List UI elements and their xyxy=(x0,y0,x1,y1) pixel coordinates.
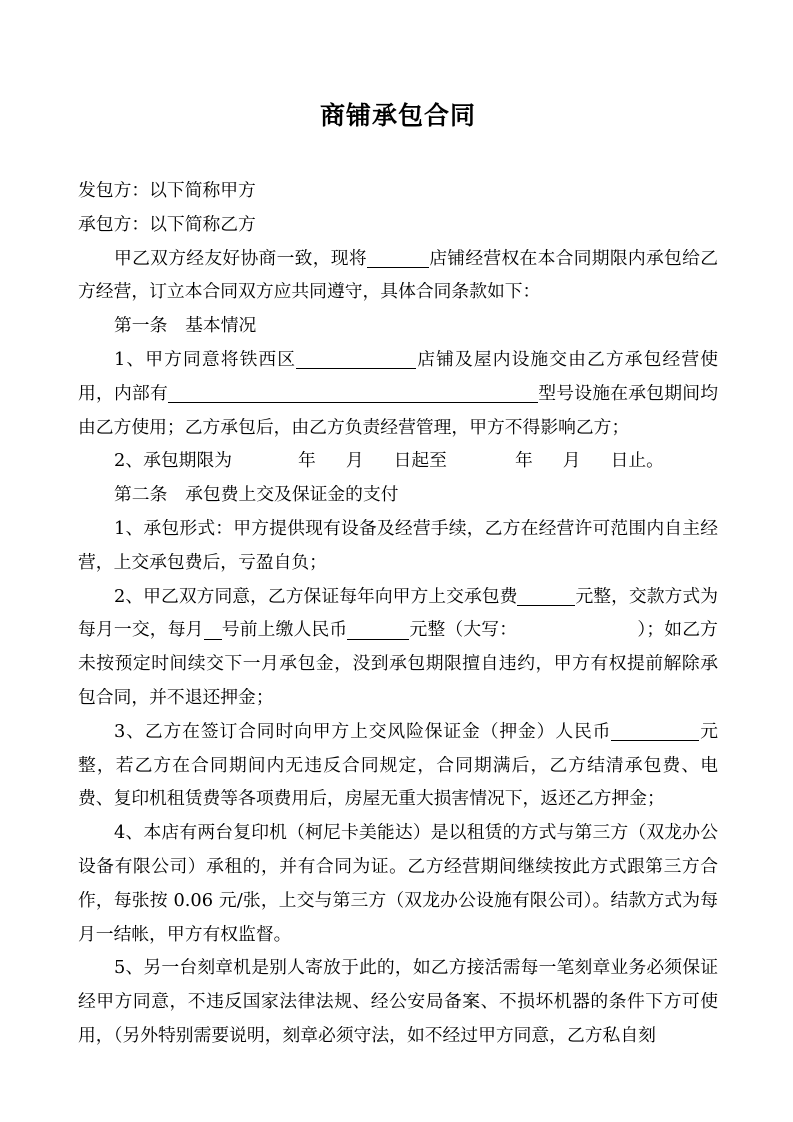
day-label: 日止。 xyxy=(610,450,664,472)
district-address-blank xyxy=(296,350,416,370)
monthly-amount-blank xyxy=(347,620,409,640)
article-1-clause-1 xyxy=(78,343,718,444)
clause-text: 元整，交款方式为每月一交，每月 xyxy=(78,585,718,641)
year-label: 年 xyxy=(298,450,316,472)
article-1-heading: 第一条 基本情况 xyxy=(114,315,257,337)
article-2-clause-1: 1、承包形式：甲方提供现有设备及经营手续，乙方在经营许可范围内自主经营，上交承包费后，亏盈自负； xyxy=(78,517,718,573)
intro-text-1: 甲乙双方经友好协商一致，现将 xyxy=(114,247,367,269)
shop-name-blank xyxy=(367,248,429,268)
article-2-heading: 第二条 承包费上交及保证金的支付 xyxy=(114,484,399,506)
article-2-clause-2 xyxy=(78,580,718,715)
contract-page xyxy=(78,96,718,1053)
party-b-line: 承包方：以下简称乙方 xyxy=(78,213,256,235)
payment-day-blank xyxy=(204,620,222,640)
clause-text: 1、甲方同意将铁西区 xyxy=(114,348,297,370)
article-2-clause-3 xyxy=(78,715,718,816)
equipment-blank xyxy=(168,384,538,404)
annual-fee-blank xyxy=(517,586,575,606)
clause-text: 3、乙方在签订合同时向甲方上交风险保证金（押金）人民币 xyxy=(114,720,612,742)
clause-text: 2、承包期限为 xyxy=(114,450,233,472)
year-label: 年 xyxy=(514,450,533,472)
clause-text: 型号设施在承包期间均由乙方使用；乙方承包后，由乙方负责经营管理，甲方不得影响乙方； xyxy=(78,382,718,438)
article-2-clause-4: 4、本店有两台复印机（柯尼卡美能达）是以租赁的方式与第三方（双龙办公设备有限公司）承租的，并有合同为证。乙方经营期间继续按此方式跟第三方合作，每张按 0.06 元/张，上交与第三方（双龙办公设施有限公司）。结款方式为每月一结帐，甲方有权监督。 xyxy=(78,822,718,945)
intro-text-2: 店铺经营权在本合同期限内承包给乙方经营，订立本合同双方应共同遵守，具体合同条款如下： xyxy=(78,247,718,303)
clause-text: 2、甲乙双方同意，乙方保证每年向甲方上交承包费 xyxy=(114,585,518,607)
party-a-line: 发包方：以下简称甲方 xyxy=(78,180,256,201)
clause-text: 号前上缴人民币 xyxy=(221,619,348,641)
article-1-clause-2 xyxy=(78,444,718,478)
intro-paragraph xyxy=(78,242,718,310)
month-label: 月 xyxy=(345,450,364,472)
clause-text: 元整，若乙方在合同期间内无违反合同规定，合同期满后，乙方结清承包费、电费、复印机租赁费等各项费用后，房屋无重大损害情况下，返还乙方押金； xyxy=(78,720,718,810)
clause-text: 元整（大写： xyxy=(409,619,518,641)
clause-text: 店铺及屋内设施交由乙方承包经营使用，内部有 xyxy=(78,348,718,404)
document-title: 商铺承包合同 xyxy=(319,101,476,130)
article-2-clause-5: 5、另一台刻章机是别人寄放于此的，如乙方接活需每一笔刻章业务必须保证经甲方同意，不违反国家法律法规、经公安局备案、不损坏机器的条件下方可使用，（另外特别需要说明，刻章必须守法，如不经过甲方同意，乙方私自刻 xyxy=(78,957,718,1046)
month-label: 月 xyxy=(562,450,581,472)
clause-text: ）；如乙方未按预定时间续交下一月承包金，没到承包期限擅自违约，甲方有权提前解除承包合同，并不退还押金； xyxy=(78,619,718,708)
deposit-amount-blank xyxy=(611,722,699,742)
day-label: 日起至 xyxy=(393,450,447,472)
